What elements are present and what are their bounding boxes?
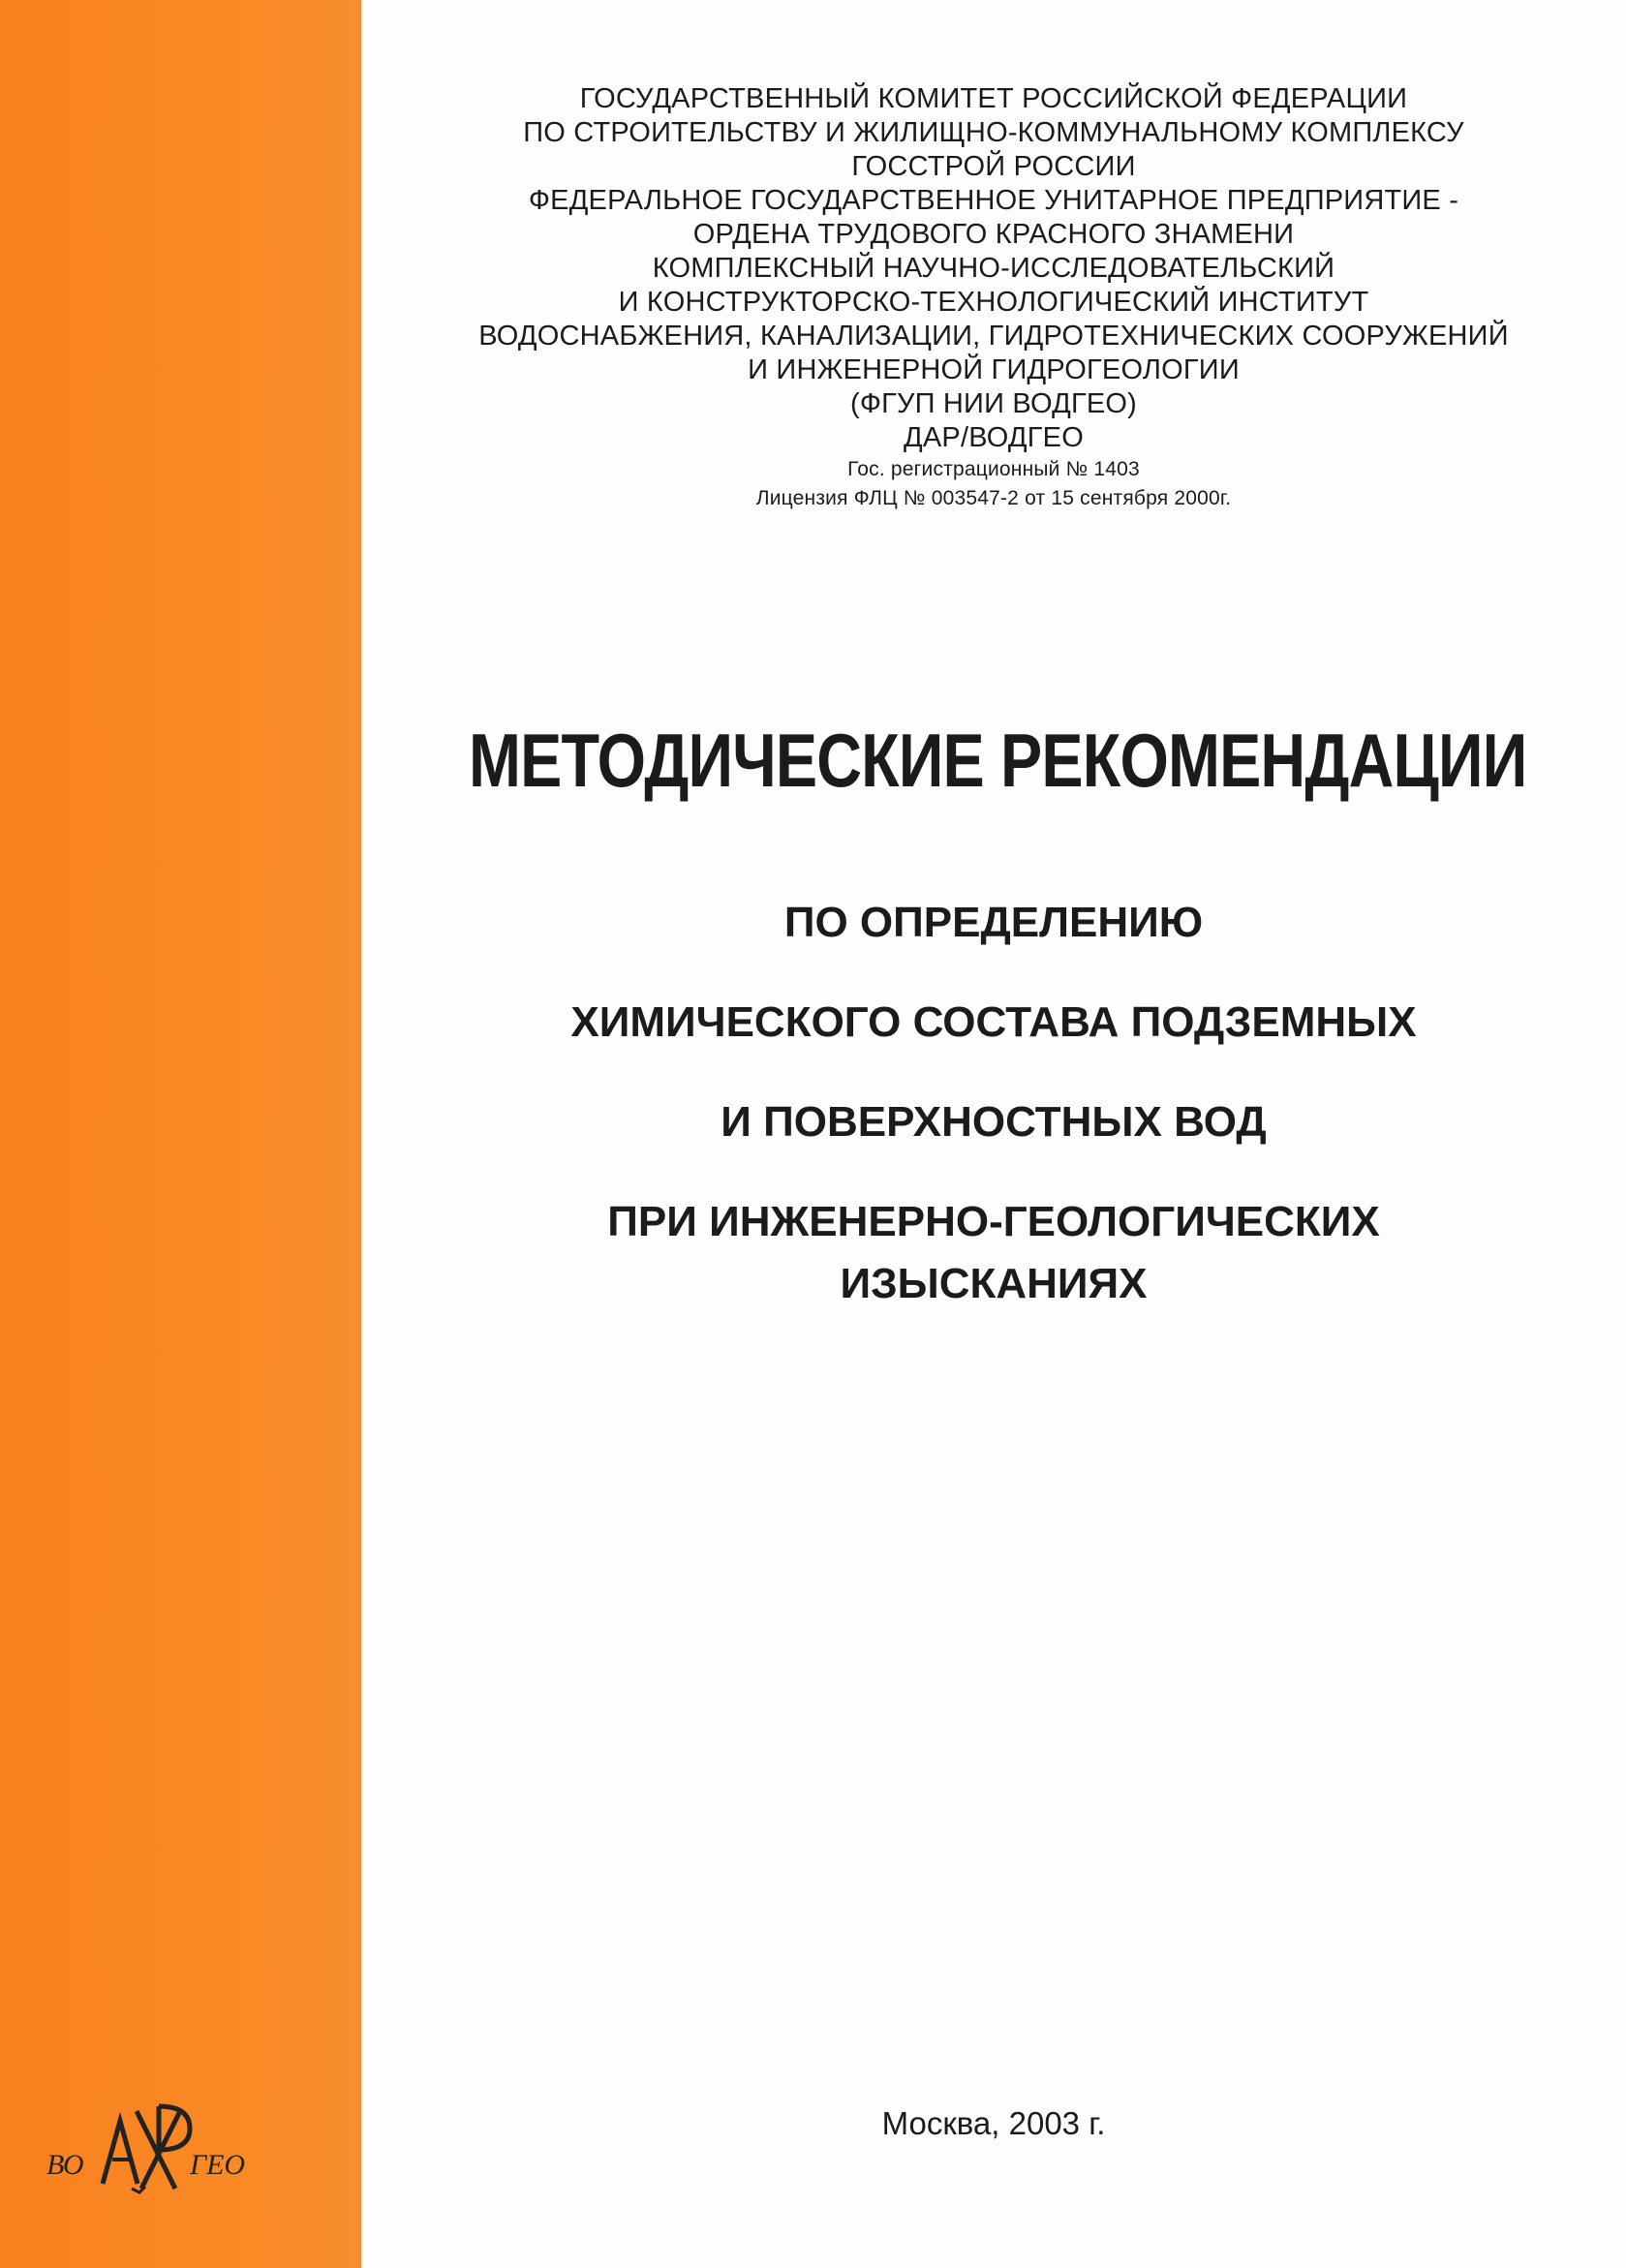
header-line: ВОДОСНАБЖЕНИЯ, КАНАЛИЗАЦИИ, ГИДРОТЕХНИЧЕСКИХ СООРУЖЕНИЙ — [478, 321, 1509, 352]
subtitle-line: ИЗЫСКАНИЯХ — [840, 1260, 1148, 1307]
header-line: ОРДЕНА ТРУДОВОГО КРАСНОГО ЗНАМЕНИ — [692, 219, 1295, 250]
organization-header — [361, 82, 1626, 513]
header-line: И КОНСТРУКТОРСКО-ТЕХНОЛОГИЧЕСКИЙ ИНСТИТУТ — [618, 287, 1369, 318]
subtitle-line: ПРИ ИНЖЕНЕРНО-ГЕОЛОГИЧЕСКИХ — [607, 1198, 1380, 1245]
document-subtitle — [361, 899, 1626, 1360]
header-line: ФЕДЕРАЛЬНОЕ ГОСУДАРСТВЕННОЕ УНИТАРНОЕ ПРЕДПРИЯТИЕ - — [528, 185, 1459, 216]
header-line: КОМПЛЕКСНЫЙ НАУЧНО-ИССЛЕДОВАТЕЛЬСКИЙ — [652, 253, 1335, 284]
dar-vodgeo-logo — [45, 2092, 277, 2198]
header-line: ГОСУДАРСТВЕННЫЙ КОМИТЕТ РОССИЙСКОЙ ФЕДЕРАЦИИ — [579, 83, 1408, 114]
subtitle-line: ПО ОПРЕДЕЛЕНИЮ — [783, 899, 1204, 946]
svg-text:ВО: ВО — [46, 2149, 84, 2181]
svg-text:ГЕО: ГЕО — [190, 2149, 246, 2181]
header-line: ПО СТРОИТЕЛЬСТВУ И ЖИЛИЩНО-КОММУНАЛЬНОМУ КОМПЛЕКСУ — [523, 117, 1464, 148]
subtitle-line: И ПОВЕРХНОСТНЫХ ВОД — [721, 1098, 1267, 1146]
header-line: ГОССТРОЙ РОССИИ — [851, 151, 1136, 182]
subtitle-line: ХИМИЧЕСКОГО СОСТАВА ПОДЗЕМНЫХ — [570, 998, 1417, 1046]
header-line: (ФГУП НИИ ВОДГЕО) — [849, 388, 1138, 419]
document-title: МЕТОДИЧЕСКИЕ РЕКОМЕНДАЦИИ — [469, 718, 1527, 803]
header-line: И ИНЖЕНЕРНОЙ ГИДРОГЕОЛОГИИ — [748, 354, 1240, 385]
license-number: Лицензия ФЛЦ № 003547-2 от 15 сентября 2000г. — [755, 487, 1232, 509]
place-and-year: Москва, 2003 г. — [881, 2105, 1106, 2141]
orange-side-band — [0, 0, 361, 2268]
header-line: ДАР/ВОДГЕО — [904, 422, 1084, 453]
cover-content — [361, 0, 1626, 2268]
registration-number: Гос. регистрационный № 1403 — [847, 458, 1140, 480]
